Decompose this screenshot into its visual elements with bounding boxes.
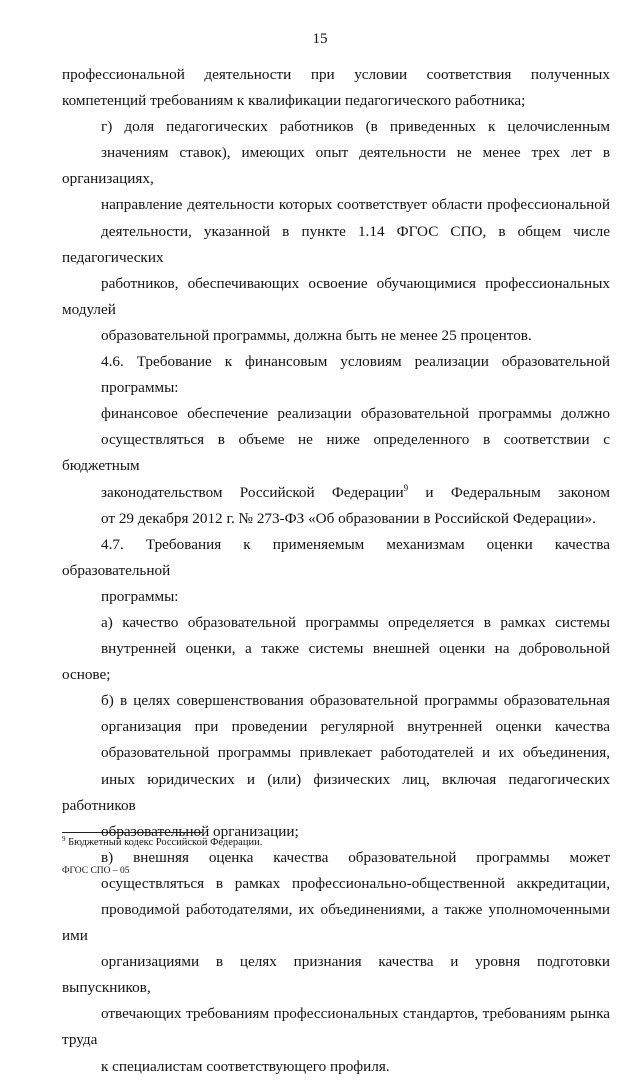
page-number: 15 [312,31,328,47]
text-line: 4.7. Требования к применяемым механизмам оценки качества образовательной [62,535,610,579]
body-text [62,62,610,1080]
text-line: компетенций требованиям к квалификации педагогического работника; [62,92,526,110]
paragraph [62,610,610,688]
text-line: работников, обеспечивающих освоение обучающимися профессиональных модулей [62,274,610,318]
text-line: образовательной программы, должна быть не менее 25 процентов. [101,326,532,344]
text-line: иных юридических и (или) физических лиц, включая педагогических работников [62,770,610,814]
text-line: программы: [101,587,179,605]
text-line: 4.6. Требование к финансовым условиям реализации образовательной [101,353,610,371]
text-line: организация при проведении регулярной внутренней оценки качества [101,718,610,736]
footnote-reference: 9 [403,482,409,493]
paragraph [62,114,610,349]
text-line: образовательной программы привлекает работодателей и их объединения, [101,744,610,762]
text-line: б) в целях совершенствования образовательной программы образовательная [101,692,610,710]
paragraph [62,532,610,610]
footnote [62,837,262,848]
footnote-text: Бюджетный кодекс Российской Федерации. [68,837,263,848]
text-line: осуществляться в рамках профессионально-общественной аккредитации, [101,874,610,892]
text-line: образовательной организации; [101,822,299,840]
text-segment: и Федеральным законом [408,483,610,501]
text-line: программы: [101,379,179,397]
footnote-mark: 9 [62,835,66,843]
paragraph [62,845,610,1080]
paragraph [62,688,610,845]
text-line [62,480,610,506]
paragraph [62,62,610,114]
text-line: внутренней оценки, а также системы внешней оценки на добровольной основе; [62,640,610,684]
text-line: профессиональной деятельности при условии соответствия полученных [62,66,610,83]
footnote-divider [62,832,202,833]
text-line: к специалистам соответствующего профиля. [101,1057,390,1075]
text-line: от 29 декабря 2012 г. № 273-ФЗ «Об образовании в Российской Федерации». [101,509,596,527]
text-line: осуществляться в объеме не ниже определенного в соответствии с бюджетным [62,431,610,475]
document-code: ФГОС СПО – 05 [62,866,130,876]
text-line: а) качество образовательной программы определяется в рамках системы [101,613,610,631]
paragraph [62,401,610,531]
text-line: значениям ставок), имеющих опыт деятельности не менее трех лет в организациях, [62,144,610,188]
text-line: направление деятельности которых соответствует области профессиональной [101,196,610,214]
text-line: финансовое обеспечение реализации образовательной программы должно [101,405,610,423]
text-line: организациями в целях признания качества и уровня подготовки выпускников, [62,953,610,997]
text-line: проводимой работодателями, их объединениями, а также уполномоченными ими [62,901,610,945]
text-line: в) внешняя оценка качества образовательной программы может [101,848,610,866]
paragraph [62,349,610,401]
text-segment: законодательством Российской Федерации [101,483,404,501]
text-line: деятельности, указанной в пункте 1.14 ФГОС СПО, в общем числе педагогических [62,222,610,266]
text-line: отвечающих требованиям профессиональных стандартов, требованиям рынка труда [62,1005,610,1049]
text-line: г) доля педагогических работников (в приведенных к целочисленным [101,118,610,136]
